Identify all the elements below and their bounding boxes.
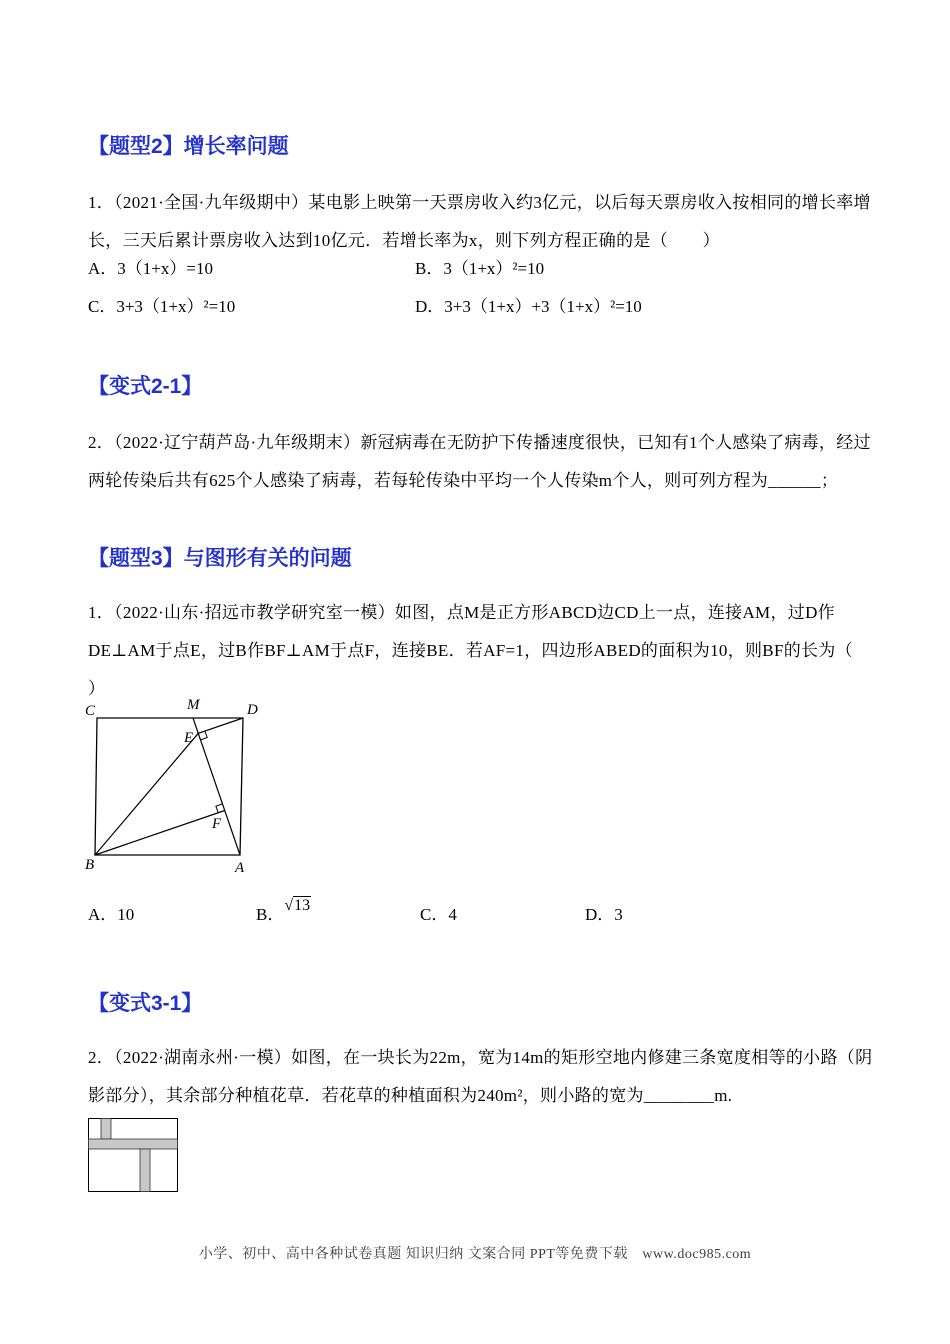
geometry-figure-square-abcd xyxy=(85,695,265,885)
vertex-label-d: D xyxy=(247,702,258,718)
option-a: A．10 xyxy=(88,905,135,924)
footer-text: 小学、初中、高中各种试卷真题 知识归纳 文案合同 PPT等免费下载 www.doc985.com xyxy=(198,1247,752,1262)
square-abcd-outline xyxy=(95,718,243,855)
vertex-label-c: C xyxy=(85,703,96,719)
problem-text-line: 2．（2022·湖南永州·一模）如图，在一块长为22m，宽为14m的矩形空地内修建三条宽度相等的小路（阴 xyxy=(88,1048,873,1067)
path-vertical-bottom xyxy=(140,1149,150,1192)
vertex-label-e: E xyxy=(184,730,194,746)
option-c: C．3+3（1+x）²=10 xyxy=(88,297,236,316)
vertex-label-f: F xyxy=(212,816,222,832)
options-row-figures xyxy=(88,896,868,934)
problem-variation2-1-text xyxy=(88,424,871,500)
problem-figures-text xyxy=(88,594,868,708)
vertex-label-b: B xyxy=(85,857,95,873)
problem-growth-text xyxy=(88,184,871,260)
problem-text-line: 影部分），其余部分种植花草．若花草的种植面积为240m²，则小路的宽为________m. xyxy=(88,1086,733,1105)
section-heading-variation2-1: 【变式2-1】 xyxy=(88,375,203,398)
problem-text-line: 1．（2021·全国·九年级期中）某电影上映第一天票房收入约3亿元，以后每天票房收入按相同的增长率增 xyxy=(88,193,871,212)
option-b: B．3（1+x）²=10 xyxy=(415,259,545,278)
option-b-label: B． xyxy=(256,905,285,924)
option-a: A．3（1+x）=10 xyxy=(88,259,213,278)
problem-text-line: DE⊥AM于点E，过B作BF⊥AM于点F，连接BE．若AF=1，四边形ABED的面积为10，则BF的长为（ xyxy=(88,641,853,660)
sqrt-13 xyxy=(284,897,311,914)
option-d: D．3 xyxy=(585,905,623,924)
problem-text-line: 2．（2022·辽宁葫芦岛·九年级期末）新冠病毒在无防护下传播速度很快，已知有1个人感染了病毒，经过 xyxy=(88,433,871,452)
options-row-growth-2 xyxy=(88,288,868,326)
options-row-growth-1 xyxy=(88,250,868,288)
section-heading-type2: 【题型2】增长率问题 xyxy=(88,135,289,158)
problem-variation3-1-text xyxy=(88,1039,873,1115)
path-horizontal xyxy=(89,1139,178,1149)
segment-am xyxy=(193,718,240,855)
problem-text-line: 长，三天后累计票房收入达到10亿元．若增长率为x，则下列方程正确的是（ ） xyxy=(88,231,720,250)
problem-text-line: 1．（2022·山东·招远市教学研究室一模）如图，点M是正方形ABCD边CD上一点，连接AM，过D作 xyxy=(88,603,835,622)
option-b xyxy=(256,896,311,935)
vertex-label-m: M xyxy=(187,697,200,713)
path-vertical-top xyxy=(101,1119,111,1140)
problem-text-line: 两轮传染后共有625个人感染了病毒，若每轮传染中平均一个人传染m个人，则可列方程为______； xyxy=(88,471,839,490)
radicand: 13 xyxy=(294,897,311,914)
option-d: D．3+3（1+x）+3（1+x）²=10 xyxy=(415,297,642,316)
problem-text-line: ） xyxy=(88,679,106,698)
vertex-label-a: A xyxy=(235,860,245,876)
radical-sign: √ xyxy=(284,897,294,914)
rectangle-paths-figure xyxy=(88,1118,178,1192)
option-c: C．4 xyxy=(420,905,457,924)
section-heading-variation3-1: 【变式3-1】 xyxy=(88,992,203,1015)
section-heading-type3: 【题型3】与图形有关的问题 xyxy=(88,547,352,570)
